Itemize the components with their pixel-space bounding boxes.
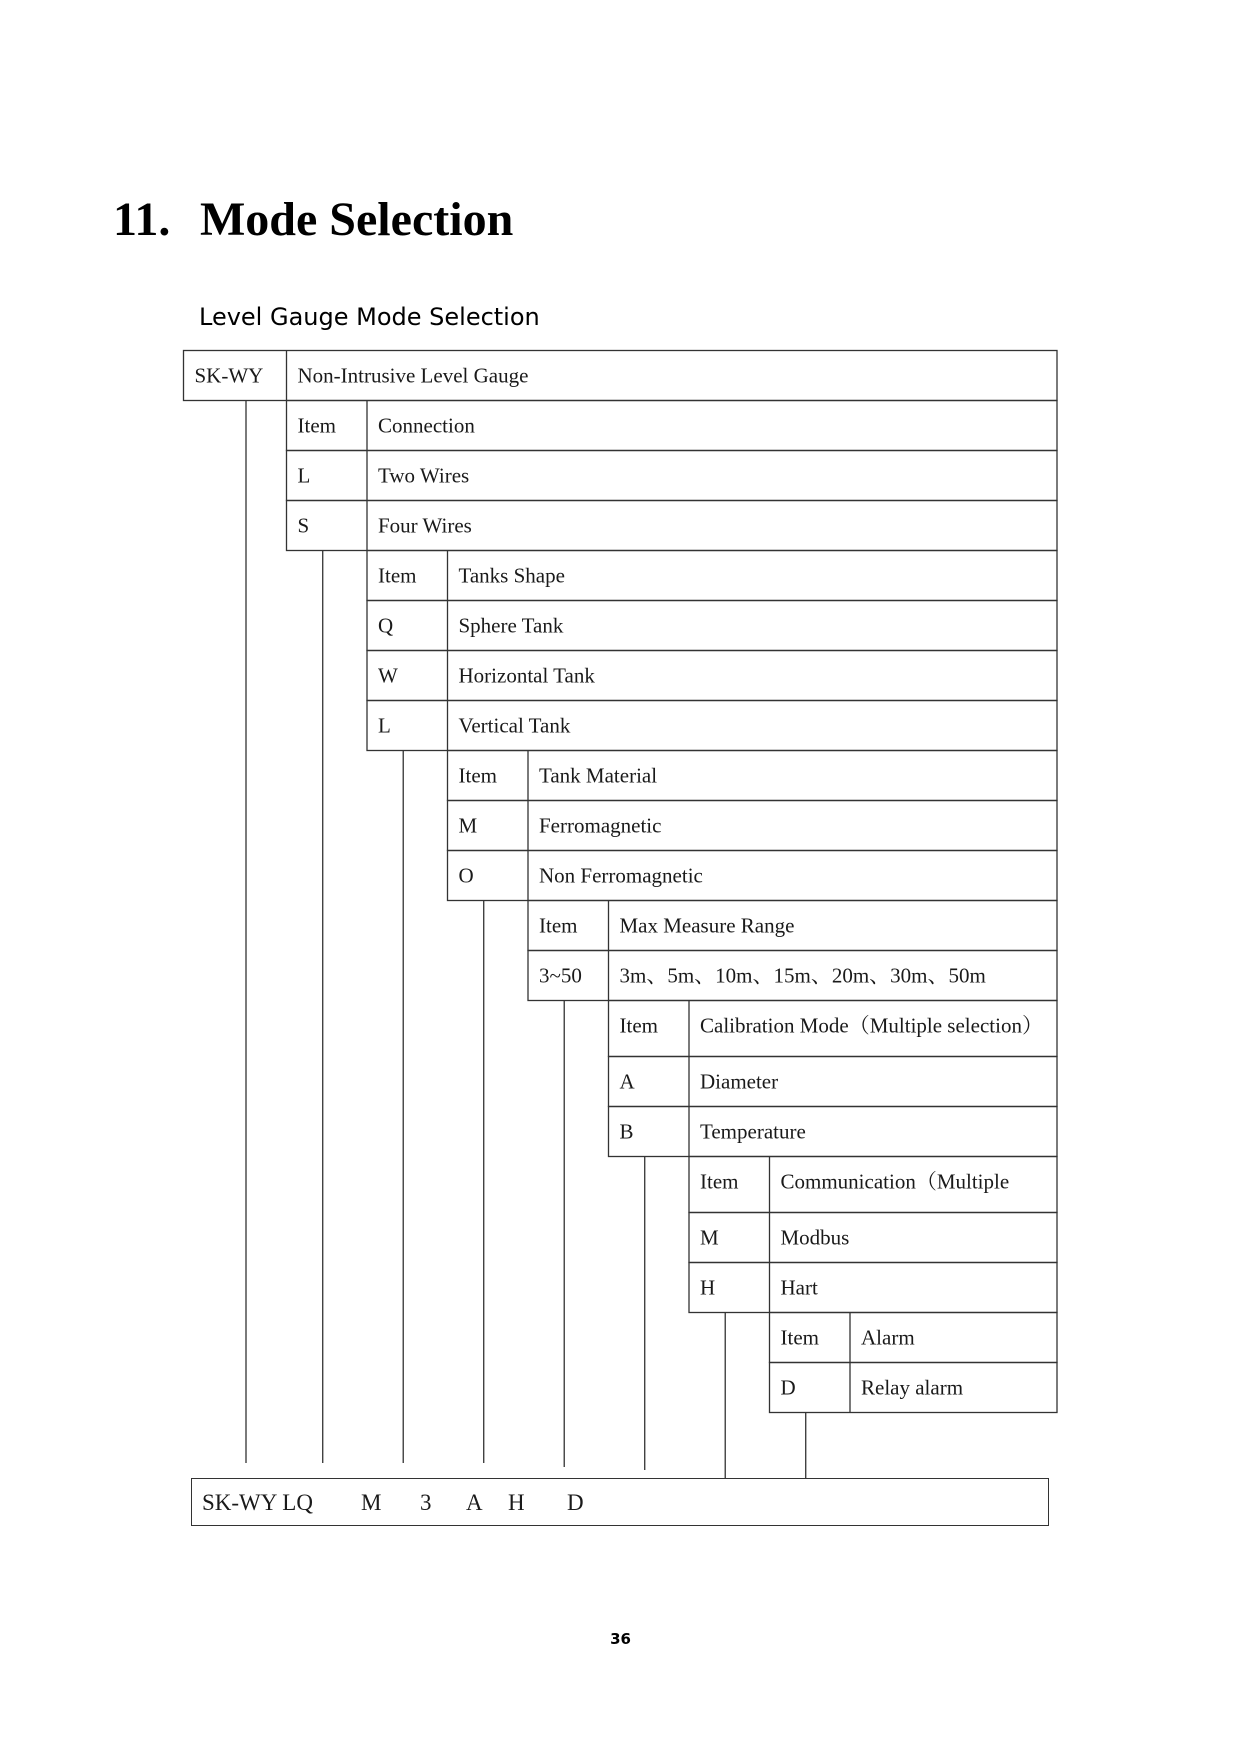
example-calibration: A (466, 1490, 483, 1515)
calibration-mode-option-row (609, 1107, 1058, 1157)
example-material: M (361, 1490, 382, 1515)
tank-shape-item-label: Item (378, 563, 417, 588)
connection-option-desc: Two Wires (378, 463, 470, 488)
example-range: 3 (420, 1490, 432, 1515)
section-title: Mode Selection (200, 193, 514, 246)
communication-option-desc: Modbus (780, 1225, 850, 1250)
alarm-option-code: D (780, 1375, 796, 1400)
alarm-column-title: Alarm (861, 1325, 915, 1350)
communication-option-code: H (700, 1275, 716, 1300)
tank-shape-option-desc: Vertical Tank (458, 713, 571, 738)
example-prefix: SK-WY LQ (202, 1490, 313, 1515)
example-alarm: D (567, 1490, 584, 1515)
tank-shape-option-code: Q (378, 613, 394, 638)
tank-shape-column-title: Tanks Shape (458, 563, 565, 588)
calibration-mode-option-desc: Temperature (700, 1119, 806, 1144)
section-number: 11. (113, 193, 171, 246)
measure-range-item-label: Item (539, 913, 578, 938)
calibration-mode-option-code: A (619, 1069, 635, 1094)
alarm-option-desc: Relay alarm (861, 1375, 964, 1400)
tank-material-item-label: Item (458, 763, 497, 788)
communication-option-code: M (700, 1225, 719, 1250)
table-subtitle: Level Gauge Mode Selection (199, 303, 540, 331)
root-code: SK-WY (194, 363, 264, 388)
connection-option-desc: Four Wires (378, 513, 472, 538)
tank-material-option-code: M (458, 813, 478, 838)
calibration-mode-column-title: Calibration Mode（Multiple selection） (700, 1013, 1043, 1038)
tank-shape-option-desc: Sphere Tank (458, 613, 564, 638)
tank-material-option-desc: Non Ferromagnetic (539, 863, 703, 888)
tank-material-option-code: O (458, 863, 474, 888)
page-number: 36 (610, 1630, 631, 1648)
measure-range-column-title: Max Measure Range (619, 913, 795, 938)
example-model-code-box (191, 1478, 1049, 1526)
communication-column-title: Communication（Multiple (780, 1169, 1010, 1194)
tank-material-column-title: Tank Material (539, 763, 658, 788)
measure-range-option-code: 3~50 (539, 963, 582, 988)
tank-material-option-desc: Ferromagnetic (539, 813, 662, 838)
example-communication: H (508, 1490, 525, 1515)
root-name: Non-Intrusive Level Gauge (297, 363, 529, 388)
communication-item-label: Item (700, 1169, 739, 1194)
measure-range-option-desc: 3m、5m、10m、15m、20m、30m、50m (619, 963, 986, 988)
calibration-mode-option-code: B (619, 1119, 634, 1144)
tank-shape-option-desc: Horizontal Tank (458, 663, 595, 688)
connection-option-code: S (297, 513, 310, 538)
communication-option-row (689, 1263, 1057, 1313)
calibration-mode-option-desc: Diameter (700, 1069, 779, 1094)
tank-shape-option-code: W (378, 663, 398, 688)
alarm-item-label: Item (780, 1325, 819, 1350)
calibration-mode-option-row (609, 1057, 1058, 1107)
communication-option-row (689, 1213, 1057, 1263)
tank-shape-option-code: L (378, 713, 391, 738)
communication-option-desc: Hart (780, 1275, 818, 1300)
calibration-mode-item-label: Item (619, 1013, 658, 1038)
connection-option-code: L (297, 463, 311, 488)
connection-item-label: Item (297, 413, 336, 438)
connection-column-title: Connection (378, 413, 475, 438)
